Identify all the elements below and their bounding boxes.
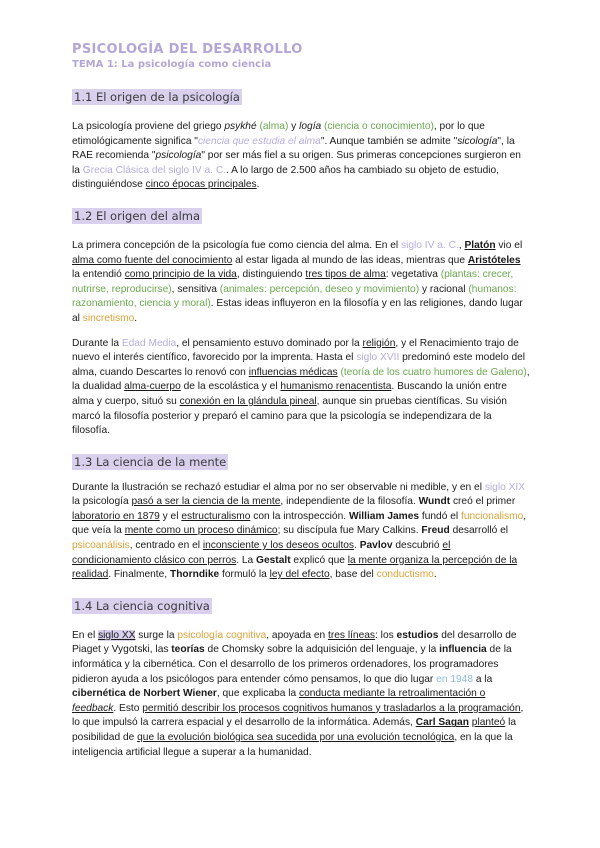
text: , base del xyxy=(329,569,377,581)
text: influencia xyxy=(439,644,487,656)
text: En el xyxy=(72,629,99,641)
text: como principio de la vida xyxy=(124,269,237,281)
text: explicó que xyxy=(290,554,348,566)
text: feedback xyxy=(72,702,114,714)
text: el condicionamiento clásico con perros xyxy=(72,540,451,566)
text: " por ser más fiel a su origen. Sus primeras concepciones surgieron en la xyxy=(72,150,521,176)
text: Aristóteles xyxy=(467,254,521,266)
text: y racional xyxy=(419,283,469,295)
text: de la escolástica y el xyxy=(180,381,281,393)
text: mente como un proceso dinámico xyxy=(124,525,278,537)
section-heading-1-1 xyxy=(72,88,530,106)
text: la posibilidad de xyxy=(72,717,516,743)
text: , el pensamiento estuvo dominado por la xyxy=(176,337,363,349)
text: humanismo renacentista xyxy=(280,381,392,393)
text: logía xyxy=(299,121,322,132)
text: ley del efecto xyxy=(269,569,330,581)
text: , distinguiendo xyxy=(236,269,306,281)
text: formuló la xyxy=(219,569,270,581)
section-heading-1-4 xyxy=(72,597,530,615)
text: cinco épocas principales xyxy=(145,179,257,191)
text: , lo que impulsó la carrera espacial y el desarrollo de la informática. Además, xyxy=(72,702,524,729)
text: conductismo xyxy=(376,569,434,581)
text: , sensitiva xyxy=(171,283,220,295)
text: , centrado en el xyxy=(129,540,203,552)
text: , por lo que etimológicamente significa " xyxy=(72,121,485,147)
text: . xyxy=(256,179,260,191)
text: alma-cuerpo xyxy=(124,381,181,393)
text: conexión en la glándula pineal xyxy=(179,395,317,407)
section-heading-text: 1.1 El origen de la psicología xyxy=(74,90,240,104)
text: , que explicaba la xyxy=(216,688,299,700)
text: a la xyxy=(472,673,493,685)
text: . Finalmente, xyxy=(108,569,170,581)
text: siglo XX xyxy=(98,629,136,641)
text: que la evolución biológica sea sucedida por una evolución tecnológica xyxy=(137,732,455,743)
paragraph-1-1 xyxy=(72,120,530,193)
text: (ciencia o conocimiento) xyxy=(321,121,434,132)
section-heading-1-3 xyxy=(72,453,530,471)
text: de Chomsky sobre la adquisición del lenguaje, y la xyxy=(204,644,440,656)
text: Durante la xyxy=(72,337,122,349)
text: . A lo largo de 2.500 años ha cambiado su objeto de estudio, distinguiéndose xyxy=(72,164,500,191)
text: Carl Sagan xyxy=(415,717,469,729)
text: sicología xyxy=(457,135,498,147)
text: predominó este modelo del alma, cuando Descartes lo renovó con xyxy=(72,352,526,378)
paragraph-1-2-b xyxy=(72,337,530,439)
text: y xyxy=(288,121,300,132)
text: pasó a ser la ciencia de la mente xyxy=(131,496,281,508)
text: Grecia Clásica del siglo IV a. C. xyxy=(82,164,227,176)
text: de la informática y la cibernética. Con el desarrollo de los primeros ordenadores, los programadores pidieron ayuda a los psicólogos para entender cómo pensamos, lo que dio lugar xyxy=(72,644,512,685)
text: , la dualidad xyxy=(72,366,530,393)
section-heading-text: 1.3 La ciencia de la mente xyxy=(74,454,227,469)
text: . La xyxy=(236,554,257,566)
text: . Buscando la unión entre alma y cuerpo, situó su xyxy=(72,381,507,407)
text: , xyxy=(458,239,465,251)
text: La psicología proviene del griego xyxy=(72,121,225,132)
text: La primera concepción de la psicología fue como ciencia del alma. En el xyxy=(72,239,402,251)
text: (teoría de los cuatro humores de Galeno) xyxy=(340,366,527,378)
text: estructuralismo xyxy=(181,510,251,522)
text: en 1948 xyxy=(436,673,473,685)
text: , en la que la inteligencia artificial llegue a superar a la humanidad. xyxy=(72,732,513,758)
paragraph-1-4 xyxy=(72,629,530,760)
text: psykhé xyxy=(224,121,257,132)
text: Gestalt xyxy=(256,554,291,566)
text: permitió describir los procesos cognitivos humanos y trasladarlos a la programación xyxy=(142,702,521,714)
text: cibernética de Norbert Wiener xyxy=(72,688,217,700)
text: inconsciente y los deseos ocultos xyxy=(202,540,355,552)
text: la psicología xyxy=(72,496,132,508)
text: siglo IV a. C. xyxy=(401,239,459,251)
text: Pavlov xyxy=(359,540,393,552)
text: . xyxy=(134,312,138,324)
text: y el xyxy=(159,510,182,522)
text: vio el xyxy=(495,239,523,251)
text: fundó el xyxy=(419,510,461,522)
text: . Estas ideas influyeron en la filosofía y en las religiones, dando lugar al xyxy=(72,298,523,324)
section-heading-1-2 xyxy=(72,207,530,225)
text: . xyxy=(433,569,437,581)
text: ", la RAE recomienda " xyxy=(72,135,515,162)
text: , aunque sin pruebas científicas. Su visión marcó la filosofía posterior y preparó el camino para que la psicología se independizara de la filosofía. xyxy=(72,395,507,437)
text: ; su discípula fue Mary Calkins. xyxy=(277,525,422,537)
text: psicología cognitiva xyxy=(177,629,267,641)
text: planteó xyxy=(471,717,506,729)
text: tres tipos de alma xyxy=(305,269,386,281)
paragraph-1-3 xyxy=(72,481,530,583)
text: laboratorio en 1879 xyxy=(72,510,160,522)
text: psicoanálisis xyxy=(72,540,130,552)
text: teorías xyxy=(171,644,205,656)
text: , apoyada en xyxy=(266,629,329,641)
paragraph-1-2-a xyxy=(72,239,530,327)
text: Edad Media xyxy=(121,337,177,349)
text: descubrió xyxy=(392,540,443,552)
text: : los xyxy=(375,629,397,641)
text: (alma) xyxy=(256,121,289,132)
text: (humanos: razonamiento, ciencia y moral) xyxy=(72,283,517,310)
document-title: PSICOLOGÍA DEL DESARROLLO xyxy=(72,42,303,57)
text: desarrolló el xyxy=(449,525,509,537)
text: siglo XVII xyxy=(356,352,400,364)
text: del desarrollo de Piaget y Vygotski, las xyxy=(72,629,517,656)
document-subtitle: TEMA 1: La psicología como ciencia xyxy=(72,59,272,70)
text: Thorndike xyxy=(169,569,220,581)
text: Wundt xyxy=(418,496,451,508)
text: (plantas: crecer, nutrirse, reproducirse) xyxy=(72,269,514,295)
text: Durante la Ilustración se rechazó estudiar el alma por no ser observable ni medible, y en el xyxy=(72,481,485,493)
text: conducta mediante la retroalimentación o xyxy=(298,688,486,700)
text: , y el Renacimiento trajo de nuevo el interés científico, favorecido por la imprenta. Hasta el xyxy=(72,337,519,364)
text: influencias médicas xyxy=(248,366,338,378)
text: tres líneas xyxy=(328,629,376,641)
text: alma como fuente del conocimiento xyxy=(72,254,233,266)
text: siglo XIX xyxy=(484,481,526,493)
text: sincretismo xyxy=(82,312,135,324)
text: William James xyxy=(348,510,420,522)
text: . xyxy=(354,540,360,552)
text: al estar ligada al mundo de las ideas, mientras que xyxy=(232,254,468,266)
text: , independiente de la filosofía. xyxy=(280,496,419,508)
section-heading-text: 1.2 El origen del alma xyxy=(74,208,201,223)
text: surge la xyxy=(135,629,178,641)
text: Freud xyxy=(421,525,450,537)
text: con la introspección. xyxy=(250,510,349,522)
text: . Esto xyxy=(113,702,143,714)
text: religión xyxy=(362,337,396,349)
text: funcionalismo xyxy=(460,510,524,522)
text: creó el primer xyxy=(450,496,516,508)
text: estudios xyxy=(396,629,439,641)
text: ciencia que estudia el alma xyxy=(197,135,321,147)
text: la mente organiza la percepción de la realidad xyxy=(72,554,518,581)
text: Platón xyxy=(464,239,496,251)
text: : vegetativa xyxy=(385,269,441,281)
text: , que veía la xyxy=(72,510,527,537)
text: (animales: percepción, deseo y movimiento) xyxy=(219,283,420,295)
text: la entendió xyxy=(72,269,125,281)
text: ". Aunque también se admite " xyxy=(320,135,458,147)
section-heading-text: 1.4 La ciencia cognitiva xyxy=(74,598,210,613)
text: psicología xyxy=(155,150,202,162)
